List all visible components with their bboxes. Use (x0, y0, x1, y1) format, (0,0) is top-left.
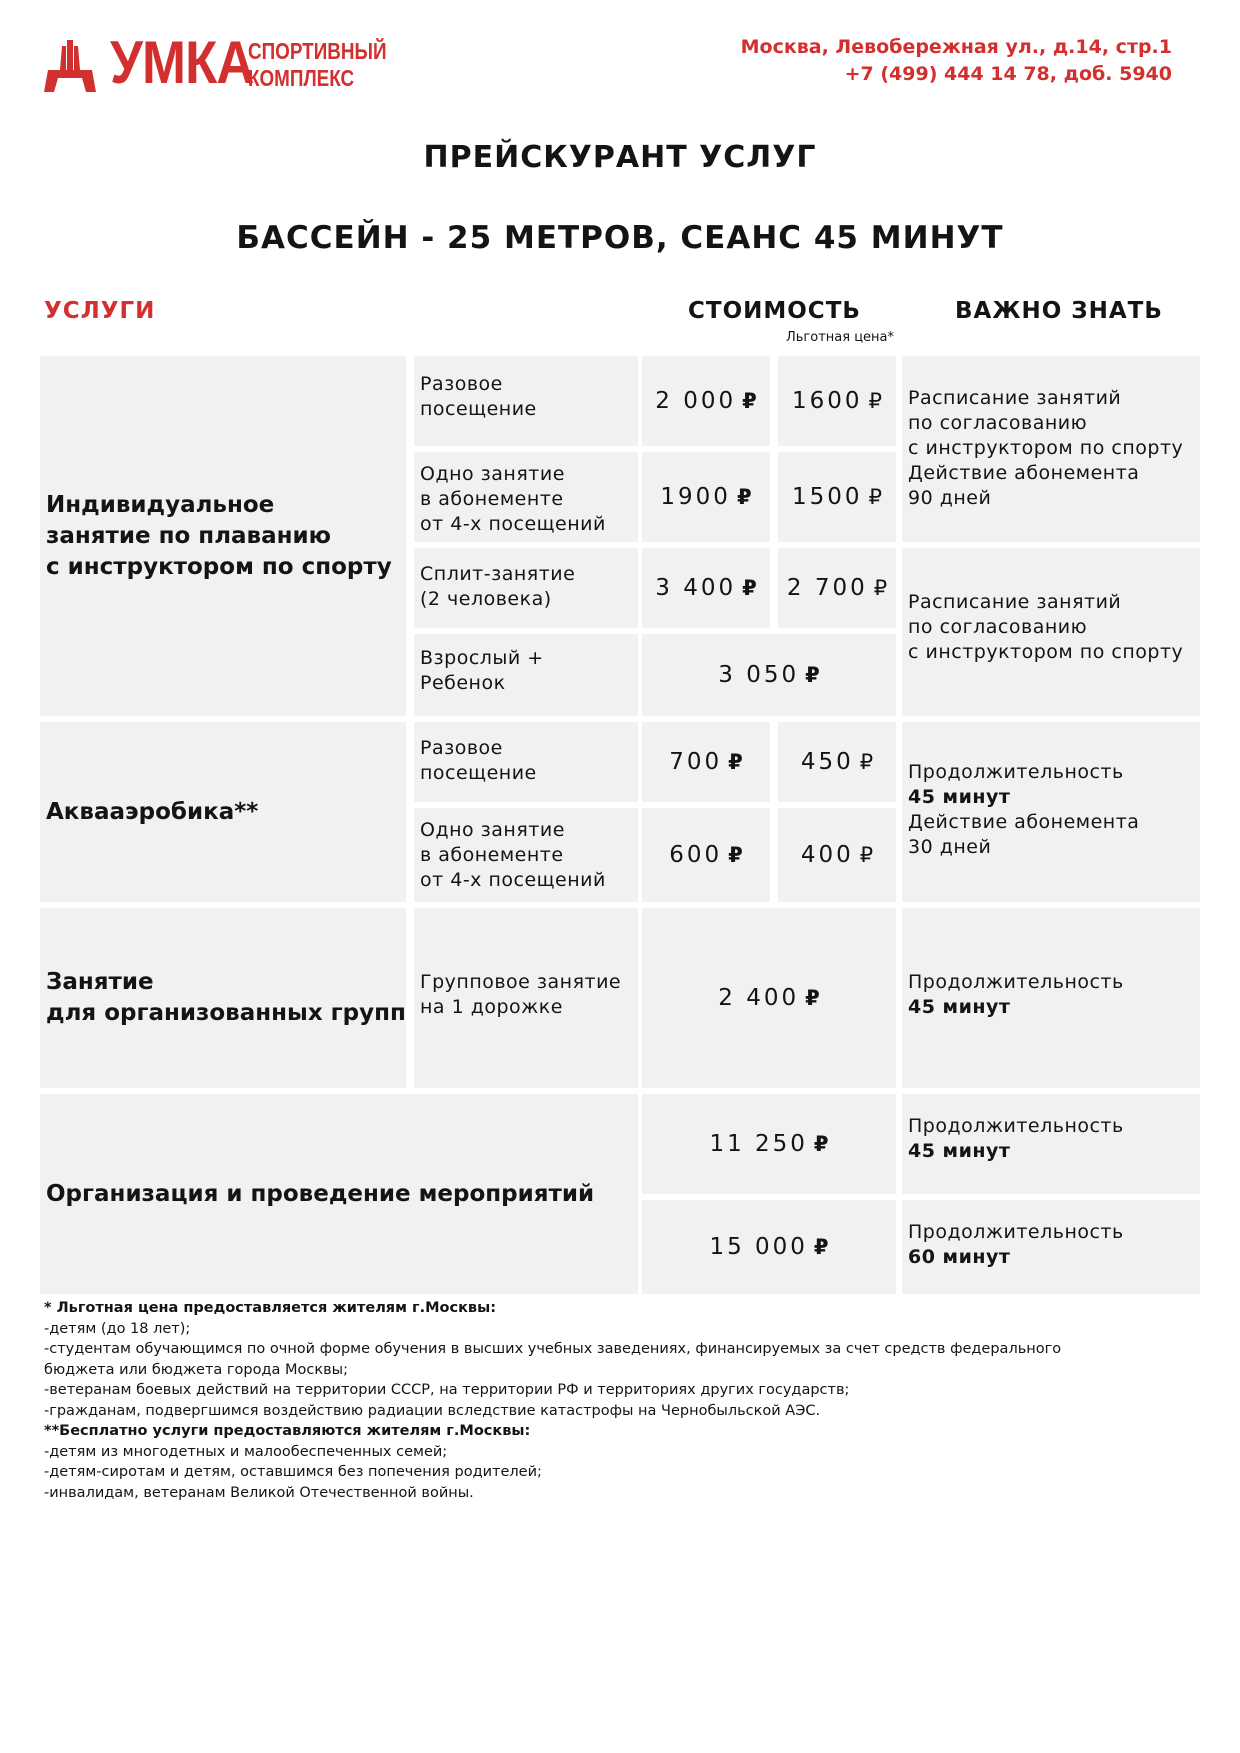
footnote-line: -детям из многодетных и малообеспеченных семей; (44, 1443, 448, 1460)
price-regular: 1900 ₽ (642, 452, 770, 542)
note-duration: Продолжительность 45 минут Действие абонемента 30 дней (902, 722, 1200, 902)
logo-emblem-icon (44, 40, 96, 92)
footnote-heading: **Бесплатно услуги предоставляются жителям г.Москвы: (44, 1423, 531, 1439)
page-title: ПРЕЙСКУРАНТ УСЛУГ (423, 140, 817, 175)
price-regular: 15 000 ₽ (642, 1200, 896, 1294)
service-aqua-aerobics: Аквааэробика** (40, 722, 406, 902)
price-regular: 2 400 ₽ (642, 908, 896, 1088)
footnote-line: -детям-сиротам и детям, оставшимся без попечения родителей; (44, 1464, 542, 1480)
column-header-services: УСЛУГИ (44, 298, 156, 324)
option-subscription: Одно занятие в абонементе от 4-х посещений (414, 808, 638, 902)
footnote-line: -детям (до 18 лет); (44, 1320, 191, 1337)
price-discount: 1500 ₽ (778, 452, 896, 542)
price-discount: 1600 ₽ (778, 356, 896, 446)
price-regular: 3 400 ₽ (642, 548, 770, 628)
address: Москва, Левобережная ул., д.14, стр.1 (740, 36, 1172, 58)
column-header-important: ВАЖНО ЗНАТЬ (955, 298, 1163, 324)
service-events: Организация и проведение мероприятий (40, 1094, 638, 1294)
price-regular: 11 250 ₽ (642, 1094, 896, 1194)
contacts (741, 34, 1172, 88)
note-duration: Продолжительность 60 минут (902, 1200, 1200, 1294)
option-single-visit: Разовое посещение (414, 356, 638, 446)
note-duration: Продолжительность 45 минут (902, 1094, 1200, 1194)
note-schedule-subscription: Расписание занятий по согласованию с инструктором по спорту Действие абонемента 90 дней (902, 356, 1200, 542)
logo-wordmark: УМКА (110, 29, 254, 96)
service-individual-swim: Индивидуальное занятие по плаванию с инструктором по спорту (40, 356, 406, 716)
option-subscription: Одно занятие в абонементе от 4-х посещений (414, 452, 638, 542)
footnote-line: -инвалидам, ветеранам Великой Отечественной войны. (44, 1484, 474, 1501)
phone: +7 (499) 444 14 78, доб. 5940 (844, 63, 1172, 85)
option-adult-child: Взрослый + Ребенок (414, 634, 638, 716)
footnotes (44, 1298, 1204, 1503)
option-split: Сплит-занятие (2 человека) (414, 548, 638, 628)
footnote-line: -студентам обучающимся по очной форме обучения в высших учебных заведениях, финансируемых за счет средств федерального (44, 1341, 1062, 1357)
note-schedule: Расписание занятий по согласованию с инструктором по спорту (902, 548, 1200, 716)
page-subtitle: БАССЕЙН - 25 МЕТРОВ, СЕАНС 45 МИНУТ (236, 220, 1004, 256)
price-discount: 2 700 ₽ (778, 548, 896, 628)
option-single-visit: Разовое посещение (414, 722, 638, 802)
column-header-cost: СТОИМОСТЬ (688, 298, 861, 324)
price-discount: 450 ₽ (778, 722, 896, 802)
footnote-line: -гражданам, подвергшимся воздействию радиации вследствие катастрофы на Чернобыльской АЭС. (44, 1402, 821, 1419)
note-duration: Продолжительность 45 минут (902, 908, 1200, 1088)
price-regular: 2 000 ₽ (642, 356, 770, 446)
price-regular: 3 050 ₽ (642, 634, 896, 716)
price-regular: 700 ₽ (642, 722, 770, 802)
footnote-heading: * Льготная цена предоставляется жителям г.Москвы: (44, 1300, 497, 1316)
column-subheader-discount: Льготная цена* (786, 330, 895, 345)
footnote-line: -ветеранам боевых действий на территории СССР, на территории РФ и территориях других государств; (44, 1382, 850, 1398)
price-discount: 400 ₽ (778, 808, 896, 902)
footnote-line: бюджета или бюджета города Москвы; (44, 1361, 348, 1378)
logo-subtitle: СПОРТИВНЫЙ КОМПЛЕКС (248, 38, 387, 91)
option-group-lane: Групповое занятие на 1 дорожке (414, 908, 638, 1088)
price-regular: 600 ₽ (642, 808, 770, 902)
service-organized-groups: Занятие для организованных групп (40, 908, 406, 1088)
